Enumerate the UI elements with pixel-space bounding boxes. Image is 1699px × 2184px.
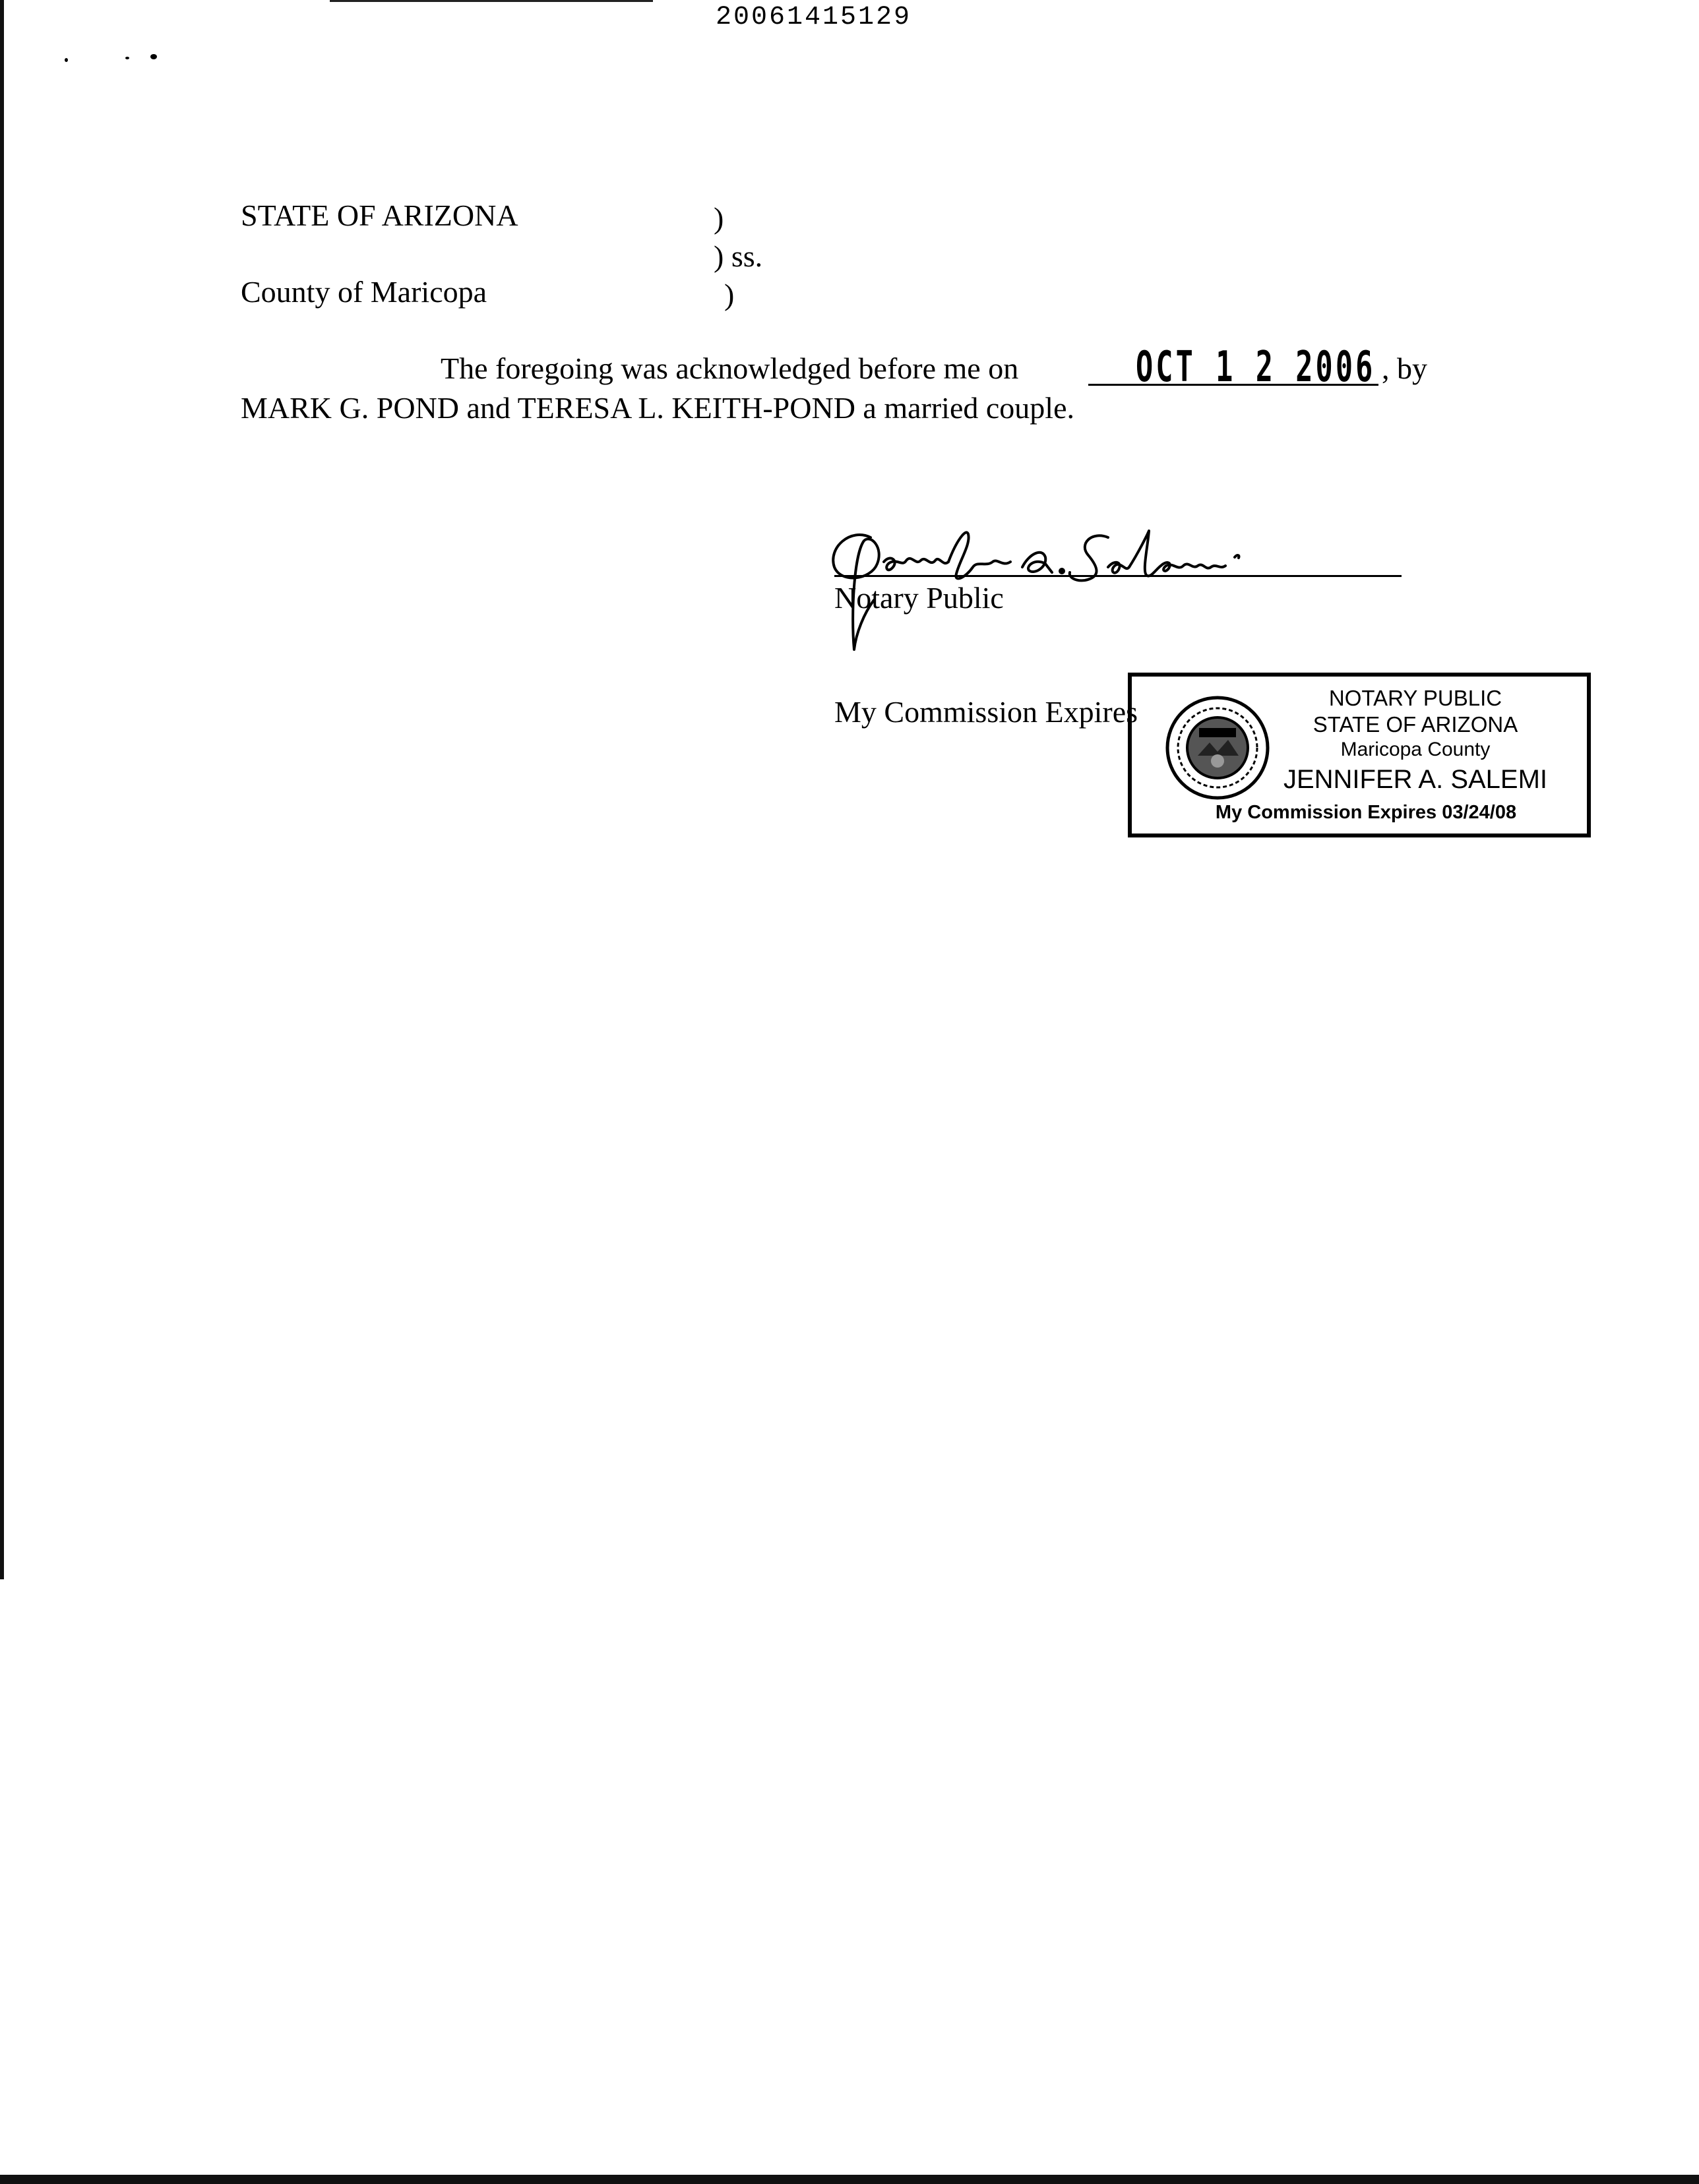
acknowledging-parties: MARK G. POND and TERESA L. KEITH-POND a married couple. [241, 391, 1074, 425]
notary-public-label: Notary Public [834, 581, 1004, 615]
stamp-state: STATE OF ARIZONA [1313, 712, 1518, 737]
stamp-expiration: My Commission Expires 03/24/08 [1215, 802, 1517, 823]
acknowledgment-by: , by [1382, 351, 1427, 385]
venue-paren: ) [724, 278, 735, 311]
scan-speck [125, 57, 129, 59]
venue-paren: ) [714, 201, 724, 235]
venue-ss: ) ss. [714, 239, 763, 273]
scan-left-edge [0, 0, 4, 1579]
recording-number: 20061415129 [716, 3, 912, 32]
state-label: STATE OF ARIZONA [241, 198, 518, 232]
stamp-notary-public: NOTARY PUBLIC [1328, 686, 1502, 710]
scan-bottom-edge [0, 2175, 1699, 2184]
stamp-county: Maricopa County [1340, 739, 1491, 760]
top-rule [330, 0, 653, 2]
acknowledgment-date-stamp: OCT 1 2 2006 [1136, 343, 1376, 392]
scan-speck [65, 58, 68, 62]
county-label: County of Maricopa [241, 275, 487, 309]
acknowledgment-text: The foregoing was acknowledged before me on [441, 351, 1019, 385]
stamp-notary-name: JENNIFER A. SALEMI [1283, 765, 1548, 794]
scan-speck [150, 54, 157, 59]
notary-stamp [1128, 673, 1591, 837]
signature-line [834, 575, 1402, 577]
commission-expires-label: My Commission Expires [834, 695, 1138, 729]
